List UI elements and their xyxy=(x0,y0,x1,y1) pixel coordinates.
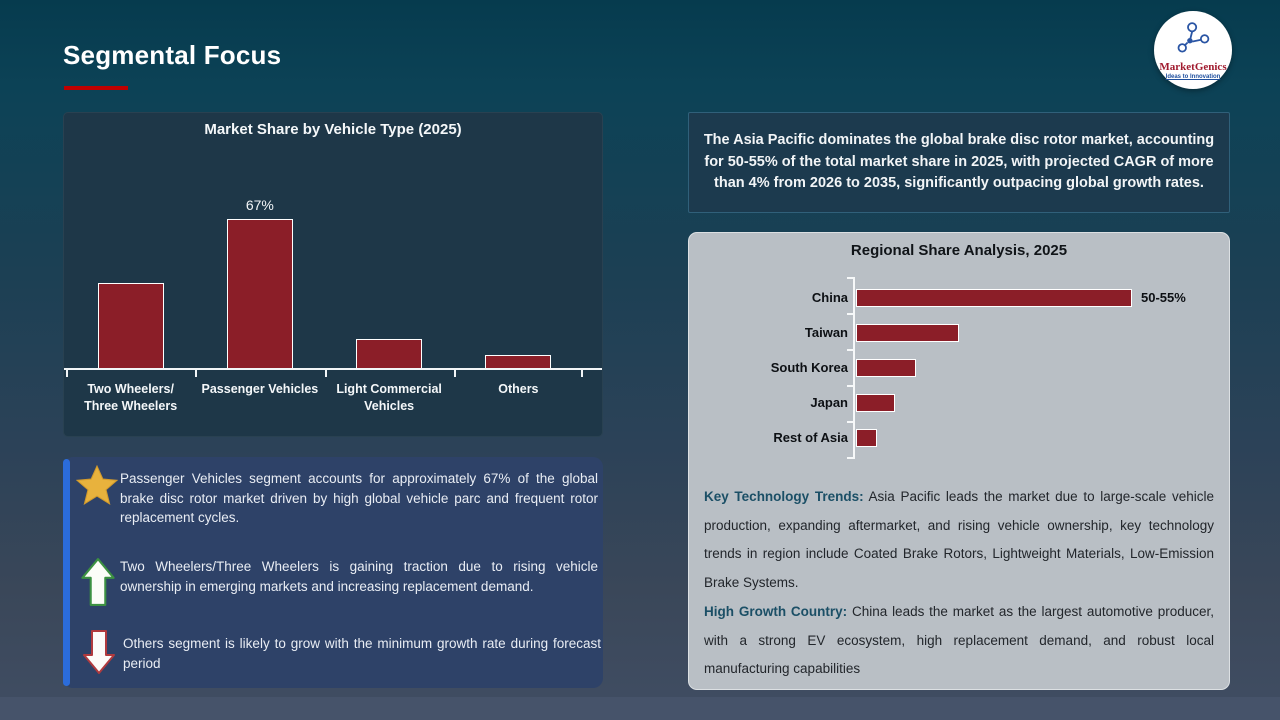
high-growth-country-lead: High Growth Country: xyxy=(704,604,848,619)
y-axis-line xyxy=(853,277,855,459)
logo-brand: MarketGenics xyxy=(1159,60,1227,73)
key-technology-trends-text: Asia Pacific leads the market due to large-scale vehicle production, expanding aftermarket, and rising vehicle ownership, key technology trends in region include Coated Brake Rotors, Lightweight Materials, Low-Emission Brake Systems. xyxy=(704,489,1214,590)
vehicle-type-chart-panel xyxy=(63,112,603,437)
axis-tick xyxy=(454,370,456,377)
bar-rest-of-asia xyxy=(856,429,877,447)
axis-tick xyxy=(847,313,854,315)
bar-taiwan xyxy=(856,324,959,342)
region-label: Japan xyxy=(810,395,848,410)
title-underline xyxy=(64,86,128,90)
axis-tick xyxy=(66,370,68,377)
footer-strip xyxy=(0,697,1280,720)
category-label: Others xyxy=(498,382,539,396)
insight-others: Others segment is likely to grow with the minimum growth rate during forecast period xyxy=(123,636,601,671)
axis-tick xyxy=(847,457,854,459)
category-label: Two Wheelers/ Three Wheelers xyxy=(84,382,178,413)
axis-tick xyxy=(847,421,854,423)
region-label: Taiwan xyxy=(804,325,848,340)
axis-tick xyxy=(195,370,197,377)
key-technology-trends-paragraph xyxy=(704,483,1214,597)
asia-pacific-headline-text: The Asia Pacific dominates the global brake disc rotor market, accounting for 50-55% of the total market share in 2025, with projected CAGR of more than 4% from 2026 to 2035, significantly outpacing global growth rates. xyxy=(703,132,1215,192)
bar-south-korea xyxy=(856,359,916,377)
bar-data-label: 67% xyxy=(245,197,274,213)
bar-china xyxy=(856,289,1132,307)
region-label: Rest of Asia xyxy=(773,430,848,445)
bar-data-label: 50-55% xyxy=(1141,290,1186,305)
accent-stripe xyxy=(63,459,70,686)
logo-tagline: Ideas to Innovation xyxy=(1165,73,1221,80)
page-title: Segmental Focus xyxy=(63,40,282,70)
company-logo xyxy=(1154,11,1232,89)
network-icon xyxy=(1173,21,1213,60)
regional-chart-title: Regional Share Analysis, 2025 xyxy=(850,242,1068,259)
regional-chart-plot xyxy=(703,273,1217,465)
insights-panel xyxy=(63,457,603,688)
axis-tick xyxy=(847,385,854,387)
axis-tick xyxy=(581,370,583,377)
asia-pacific-headline-box xyxy=(688,112,1230,213)
category-label: Passenger Vehicles xyxy=(201,382,319,396)
axis-tick xyxy=(847,349,854,351)
bar-passenger-vehicles xyxy=(227,219,293,368)
insight-passenger-vehicles: Passenger Vehicles segment accounts for approximately 67% of the global brake disc rotor market driven by high global vehicle parc and frequent rotor replacement cycles. xyxy=(120,471,598,525)
vehicle-type-chart-title: Market Share by Vehicle Type (2025) xyxy=(204,121,462,138)
bar-two-wheelers-three-wheelers xyxy=(98,283,164,368)
key-technology-trends-lead: Key Technology Trends: xyxy=(704,489,864,504)
regional-share-panel xyxy=(688,232,1230,690)
high-growth-country-paragraph xyxy=(704,598,1214,684)
axis-tick xyxy=(847,277,854,279)
up-arrow-icon xyxy=(80,557,116,612)
down-arrow-icon xyxy=(80,629,118,680)
vehicle-type-chart-plot xyxy=(66,113,583,368)
regional-analysis xyxy=(704,483,1214,684)
axis-tick xyxy=(325,370,327,377)
x-axis-line xyxy=(64,368,602,370)
bar-others xyxy=(485,355,551,368)
high-growth-country-text: China leads the market as the largest automotive producer, with a strong EV ecosystem, high replacement demand, and robust local manufacturing capabilities xyxy=(704,604,1215,676)
region-label: South Korea xyxy=(770,360,848,375)
star-icon xyxy=(76,465,118,512)
bar-japan xyxy=(856,394,895,412)
category-label: Light Commercial Vehicles xyxy=(336,382,442,413)
region-label: China xyxy=(811,290,848,305)
insight-two-wheelers: Two Wheelers/Three Wheelers is gaining traction due to rising vehicle ownership in emerging markets and increasing replacement demand. xyxy=(120,559,598,594)
bar-light-commercial-vehicles xyxy=(356,339,422,368)
